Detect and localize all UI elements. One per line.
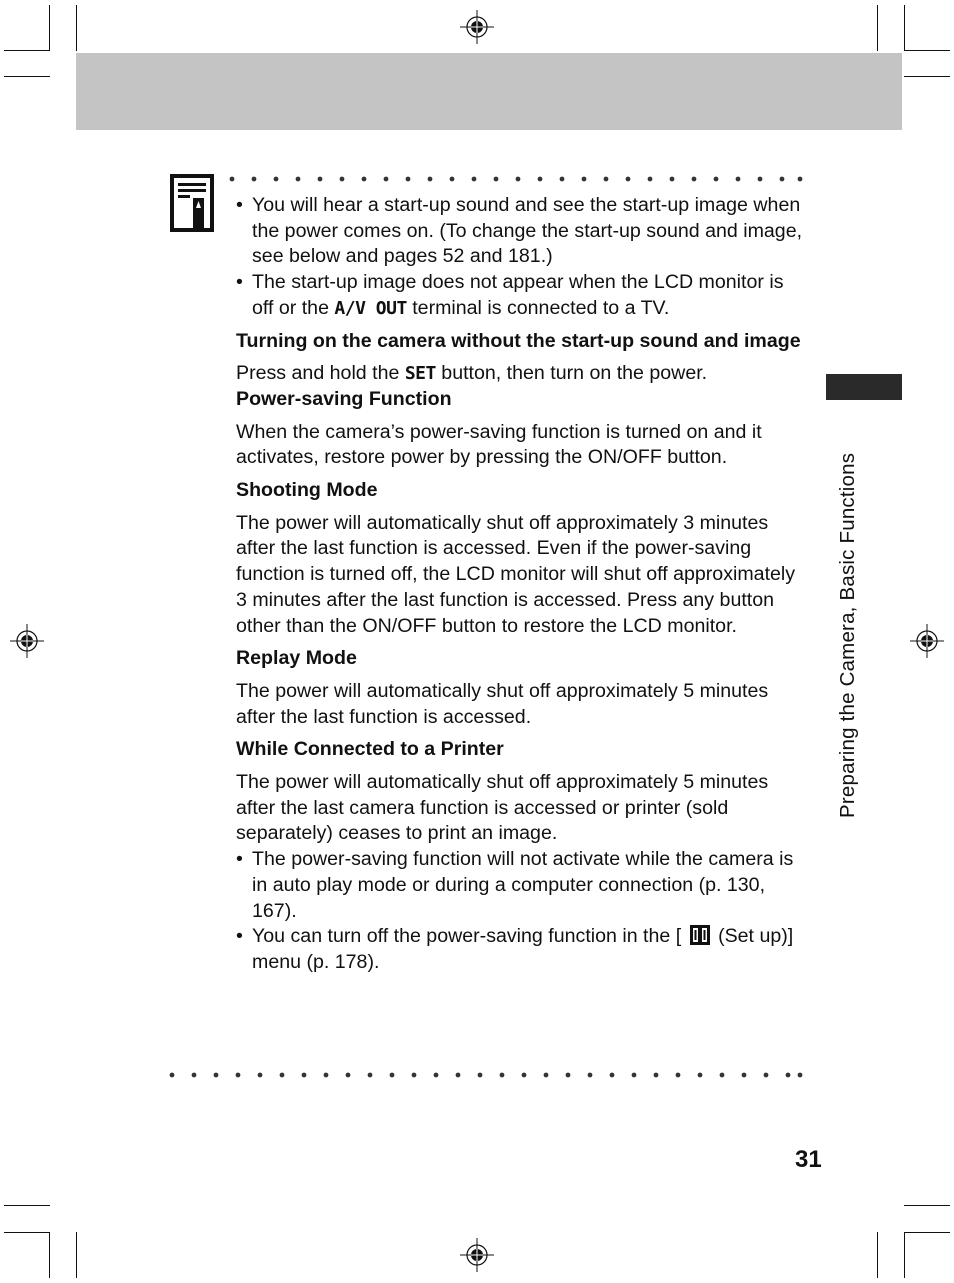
crop-mark — [4, 1232, 50, 1233]
crop-mark — [904, 76, 950, 77]
crop-mark — [76, 1232, 77, 1278]
printer-text: The power will automatically shut off approximately 5 minutes after the last camera function is accessed or printer (sold separately) ceases to print an image. — [236, 771, 769, 845]
crop-mark — [76, 5, 77, 51]
printer-heading: While Connected to a Printer — [236, 738, 504, 761]
crop-mark — [904, 50, 950, 51]
crop-mark — [4, 76, 50, 77]
startup-text-a: Press and hold the — [236, 362, 405, 385]
note-bullet-2-text-b: terminal is connected to a TV. — [406, 296, 670, 319]
shooting-mode-heading: Shooting Mode — [236, 479, 378, 502]
startup-text — [236, 361, 804, 387]
crop-mark — [49, 1232, 50, 1278]
registration-mark-icon — [460, 1238, 494, 1272]
crop-mark — [904, 1232, 950, 1233]
printer-bullet-2-text-a: You can turn off the power-saving function in the [ — [252, 925, 682, 948]
shooting-mode-text: The power will automatically shut off approximately 3 minutes after the last function is accessed. Even if the power-saving function is turned off, the LCD monitor will shut off approximately 3 minutes after the last function is accessed. Press any button other than the ON/OFF button to restore the LCD monitor. — [236, 511, 796, 637]
printer-bullet-1: • The power-saving function will not activate while the camera is in auto play mode or during a computer connection (p. 130, 167). — [236, 847, 804, 924]
replay-mode-text: The power will automatically shut off approximately 5 minutes after the last function is accessed. — [236, 679, 769, 728]
startup-text-b: button, then turn on the power. — [435, 362, 708, 385]
header-band — [76, 53, 902, 130]
dotted-divider-top — [228, 175, 804, 183]
registration-mark-icon — [910, 624, 944, 658]
printer-bullet-2-text-b: (Set up)] menu (p. 178). — [252, 925, 794, 973]
registration-mark-icon — [460, 10, 494, 44]
note-bullet-1: • You will hear a start-up sound and see the start-up image when the power comes on. (To change the start-up sound and image, see below and pages 52 and 181.) — [236, 193, 804, 270]
power-saving-text: When the camera’s power-saving function is turned on and it activates, restore power by pressing the ON/OFF button. — [236, 420, 762, 469]
crop-mark — [4, 50, 50, 51]
set-symbol: SET — [404, 363, 436, 385]
chapter-tab — [826, 374, 902, 400]
printer-bullet-2 — [236, 924, 804, 975]
note-content — [236, 193, 804, 976]
chapter-title: Preparing the Camera, Basic Functions — [836, 452, 859, 818]
av-out-symbol: A/V OUT — [334, 297, 407, 319]
crop-mark — [904, 1232, 905, 1278]
dotted-divider-bottom — [168, 1071, 804, 1079]
crop-mark — [877, 5, 878, 51]
note-bullet-2-text-a: The start-up image does not appear when the LCD monitor is off or the — [252, 271, 784, 319]
power-saving-heading: Power-saving Function — [236, 387, 452, 410]
page-number: 31 — [795, 1146, 822, 1173]
note-icon — [170, 174, 214, 232]
registration-mark-icon — [10, 624, 44, 658]
crop-mark — [4, 1205, 50, 1206]
replay-mode-heading: Replay Mode — [236, 647, 357, 670]
note-bullet-2 — [236, 270, 804, 321]
crop-mark — [904, 1205, 950, 1206]
crop-mark — [877, 1232, 878, 1278]
crop-mark — [904, 5, 905, 51]
setup-menu-icon — [690, 925, 710, 945]
startup-heading: Turning on the camera without the start-up sound and image — [236, 329, 801, 352]
crop-mark — [49, 5, 50, 51]
